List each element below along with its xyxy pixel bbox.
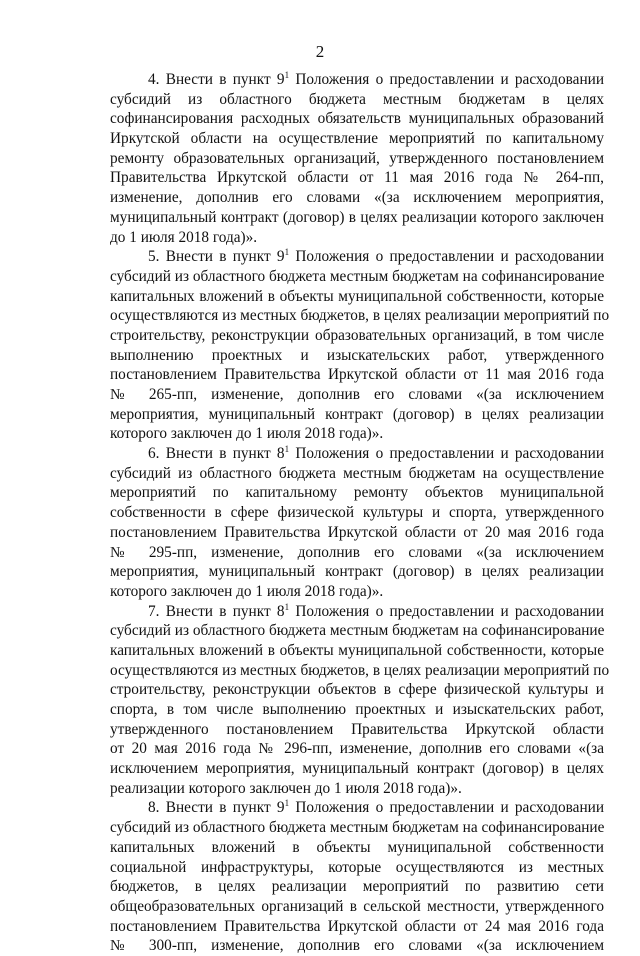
text-line: осуществляются из местных бюджетов, в целях реализации мероприятий по: [110, 307, 610, 325]
text-line: до 1 июля 2018 года)».: [110, 228, 258, 246]
text-line: муниципальный контракт (договор) в целях реализации которого заключен: [110, 208, 604, 226]
item-text: Положения о предоставлении и расходовании: [289, 71, 605, 88]
text-line: постановлением Правительства Иркутской области от 24 мая 2016 года: [110, 917, 604, 935]
text-line: бюджетов, в целях реализации мероприятий по развитию сети: [110, 878, 604, 896]
text-line: постановлением Правительства Иркутской области от 11 мая 2016 года: [110, 366, 604, 384]
text-line: [110, 444, 604, 464]
item-lead: 5. Внести в пункт 9: [148, 248, 285, 266]
item-text: Положения о предоставлении и расходовании: [289, 602, 605, 620]
item-text: Положения о предоставлении и расходовании: [289, 248, 605, 266]
text-line: мероприятия, муниципальный контракт (договор) в целях реализации: [110, 405, 604, 423]
text-line: капитальных вложений в объекты муниципальной собственности, которые: [110, 287, 604, 305]
text-line: Иркутской области на осуществление мероприятий по капитальному: [110, 130, 604, 148]
superscript: 1: [284, 601, 290, 612]
text-line: постановлением Правительства Иркутской области от 20 мая 2016 года: [110, 523, 604, 541]
text-line: № 300-пп, изменение, дополнив его словами «(за исключением: [110, 937, 604, 955]
item-text: Положения о предоставлении и расходовании: [289, 799, 605, 817]
paragraph-7: [110, 601, 610, 799]
paragraph-6: [110, 444, 604, 602]
paragraph-4: [110, 70, 604, 247]
paragraph-5: [110, 247, 610, 444]
item-lead: 8. Внести в пункт 9: [148, 799, 285, 817]
text-line: Правительства Иркутской области от 11 мая 2016 года № 264-пп,: [110, 169, 604, 187]
item-text: Положения о предоставлении и расходовании: [289, 445, 605, 463]
text-line: субсидий из областного бюджета местным бюджетам в целях: [110, 90, 604, 108]
superscript: 1: [284, 70, 290, 80]
text-line: № 295-пп, изменение, дополнив его словами «(за исключением: [110, 543, 604, 561]
item-lead: 6. Внести в пункт 8: [148, 445, 285, 463]
text-line: [110, 798, 604, 818]
text-line: исключением мероприятия, муниципальный контракт (договор) в целях: [110, 760, 604, 778]
text-line: софинансирования расходных обязательств муниципальных образований: [110, 110, 604, 128]
text-line: субсидий из областного бюджета местным бюджетам на софинансирование: [110, 622, 605, 640]
text-line: мероприятий по капитальному ремонту объектов муниципальной: [110, 484, 604, 502]
text-line: утвержденного постановлением Правительства Иркутской области: [110, 720, 604, 738]
text-line: от 20 мая 2016 года № 296-пп, изменение, дополнив его словами «(за: [110, 740, 604, 758]
text-line: собственности в сфере физической культуры и спорта, утвержденного: [110, 504, 604, 522]
superscript: 1: [284, 444, 290, 455]
text-line: строительству, реконструкции образовательных организаций, в том числе: [110, 326, 604, 344]
superscript: 1: [284, 798, 290, 809]
item-lead: 4. Внести в пункт 9: [148, 71, 285, 88]
text-line: № 265-пп, изменение, дополнив его словами «(за исключением: [110, 386, 604, 403]
text-line: мероприятия, муниципальный контракт (договор) в целях реализации: [110, 563, 604, 581]
text-line: изменение, дополнив его словами «(за исключением мероприятия,: [110, 189, 604, 207]
text-line: ремонту образовательных организаций, утвержденного постановлением: [110, 149, 604, 167]
text-line: субсидий из областного бюджета местным бюджетам на софинансирование: [110, 267, 605, 285]
page-number: 2: [315, 42, 325, 61]
superscript: 1: [284, 247, 290, 258]
document-body: [110, 70, 610, 956]
text-line: [110, 602, 604, 622]
text-line: социальной инфраструктуры, которые осуществляются из местных: [110, 858, 604, 876]
text-line: осуществляются из местных бюджетов, в целях реализации мероприятий по: [110, 661, 610, 679]
text-line: которого заключен до 1 июля 2018 года)».: [110, 425, 384, 443]
text-line: строительству, реконструкции объектов в сфере физической культуры и: [110, 681, 604, 699]
text-line: выполнению проектных и изыскательских работ, утвержденного: [110, 346, 604, 364]
text-line: капитальных вложений в объекты муниципальной собственности: [110, 838, 604, 856]
text-line: капитальных вложений в объекты муниципальной собственности, которые: [110, 641, 604, 659]
text-line: спорта, в том числе выполнению проектных и изыскательских работ,: [110, 701, 604, 718]
item-lead: 7. Внести в пункт 8: [148, 602, 285, 620]
text-line: реализации которого заключен до 1 июля 2018 года)».: [110, 779, 462, 797]
paragraph-8: [110, 798, 604, 956]
text-line: общеобразовательных организаций в сельской местности, утвержденного: [110, 897, 604, 915]
text-line: [110, 70, 604, 90]
text-line: субсидий из областного бюджета местным бюджетам на софинансирование: [110, 819, 605, 837]
text-line: которого заключен до 1 июля 2018 года)».: [110, 582, 384, 600]
text-line: субсидий из областного бюджета местным бюджетам на осуществление: [110, 464, 604, 482]
text-line: [110, 247, 604, 267]
